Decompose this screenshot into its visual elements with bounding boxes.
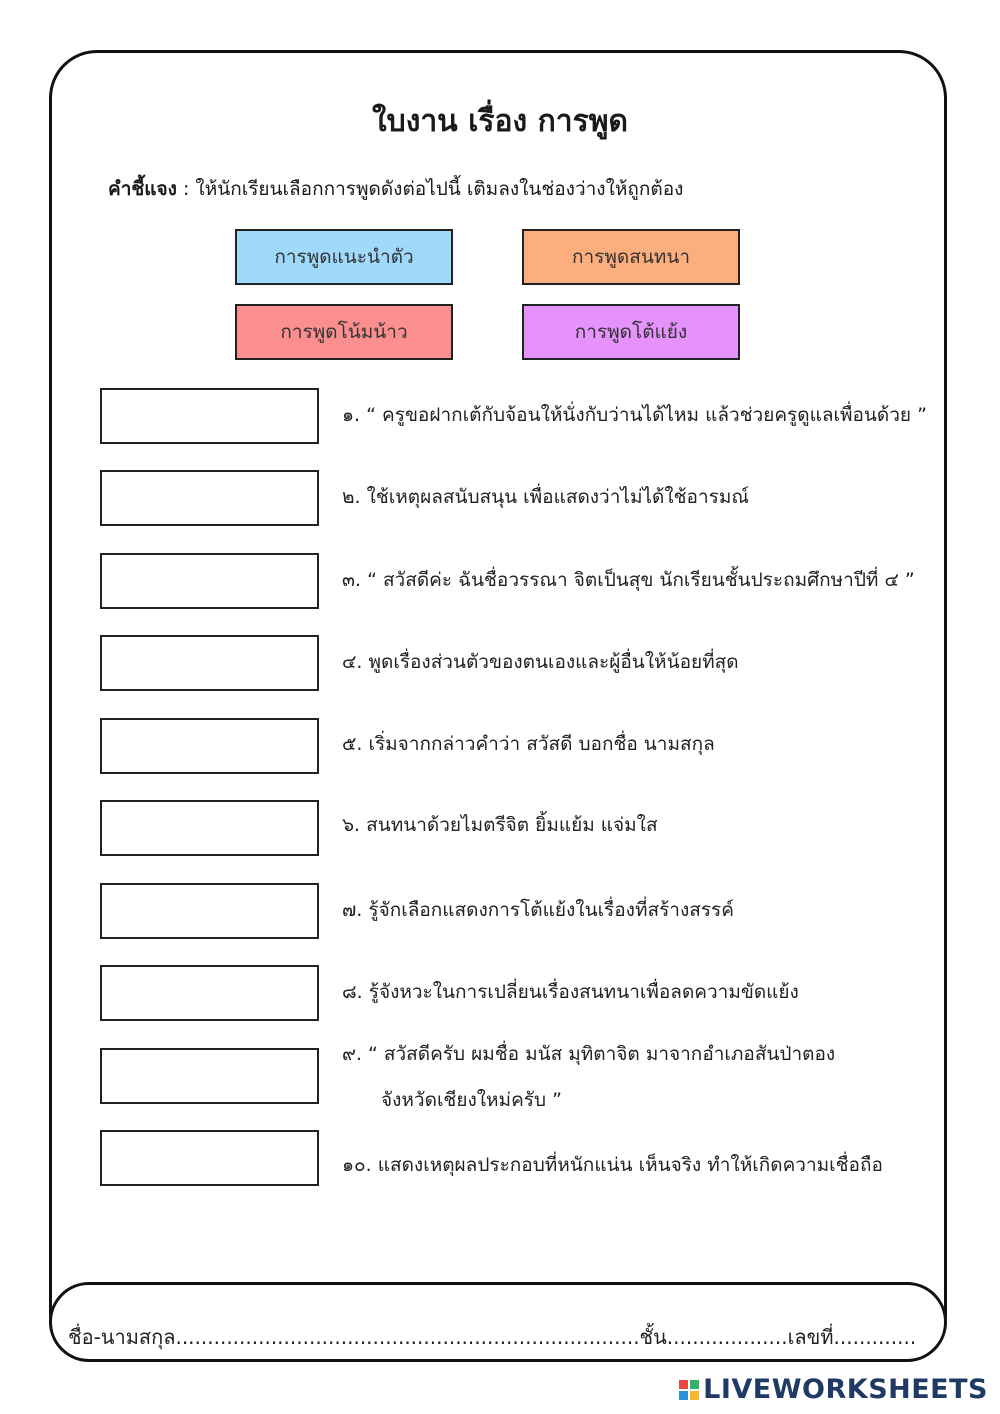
worksheet-title: ใบงาน เรื่อง การพูด [372, 104, 628, 139]
logo-square-yellow [690, 1391, 699, 1400]
answer-box-7[interactable] [100, 883, 319, 939]
logo-square-red [679, 1380, 688, 1389]
answer-box-8[interactable] [100, 965, 319, 1021]
answer-box-4[interactable] [100, 635, 319, 691]
question-4: ๔. พูดเรื่องส่วนตัวของตนเองและผู้อื่นให้น้อยที่สุด [342, 651, 739, 673]
choice-persuasion[interactable]: การพูดโน้มน้าว [235, 304, 453, 360]
question-9-line-2: จังหวัดเชียงใหม่ครับ ” [381, 1089, 562, 1111]
answer-box-2[interactable] [100, 470, 319, 526]
logo-squares-icon [679, 1380, 699, 1400]
instruction [108, 174, 683, 204]
question-10: ๑๐. แสดงเหตุผลประกอบที่หนักแน่น เห็นจริง ทำให้เกิดความเชื่อถือ [342, 1154, 883, 1176]
student-info-line[interactable]: ชื่อ-นามสกุล.........................................................................ชั้น...................เลขที่............. [68, 1325, 917, 1349]
logo-square-green [690, 1380, 699, 1389]
liveworksheets-logo [679, 1374, 988, 1405]
choice-argument[interactable]: การพูดโต้แย้ง [522, 304, 740, 360]
question-3: ๓. “ สวัสดีค่ะ ฉันชื่อวรรณา จิตเป็นสุข นักเรียนชั้นประถมศึกษาปีที่ ๔ ” [342, 569, 915, 591]
question-1: ๑. “ ครูขอฝากเต้กับจ้อนให้นั่งกับว่านได้ไหม แล้วช่วยครูดูแลเพื่อนด้วย ” [342, 404, 927, 426]
question-2: ๒. ใช้เหตุผลสนับสนุน เพื่อแสดงว่าไม่ได้ใช้อารมณ์ [342, 486, 749, 508]
answer-box-3[interactable] [100, 553, 319, 609]
answer-box-5[interactable] [100, 718, 319, 774]
instruction-text: : ให้นักเรียนเลือกการพูดดังต่อไปนี้ เติมลงในช่องว่างให้ถูกต้อง [176, 178, 684, 200]
answer-box-10[interactable] [100, 1130, 319, 1186]
choice-conversation[interactable]: การพูดสนทนา [522, 229, 740, 285]
answer-box-9[interactable] [100, 1048, 319, 1104]
question-6: ๖. สนทนาด้วยไมตรีจิต ยิ้มแย้ม แจ่มใส [342, 814, 658, 836]
instruction-label: คำชี้แจง [108, 178, 177, 200]
logo-text: LIVEWORKSHEETS [703, 1374, 988, 1405]
choice-introduction[interactable]: การพูดแนะนำตัว [235, 229, 453, 285]
question-7: ๗. รู้จักเลือกแสดงการโต้แย้งในเรื่องที่สร้างสรรค์ [342, 899, 734, 921]
logo-square-blue [679, 1391, 688, 1400]
answer-box-6[interactable] [100, 800, 319, 856]
question-5: ๕. เริ่มจากกล่าวคำว่า สวัสดี บอกชื่อ นามสกุล [342, 733, 715, 755]
question-8: ๘. รู้จังหวะในการเปลี่ยนเรื่องสนทนาเพื่อลดความขัดแย้ง [342, 981, 799, 1003]
question-9: ๙. “ สวัสดีครับ ผมชื่อ มนัส มุทิตาจิต มาจากอำเภอสันป่าตอง [342, 1043, 836, 1065]
answer-box-1[interactable] [100, 388, 319, 444]
